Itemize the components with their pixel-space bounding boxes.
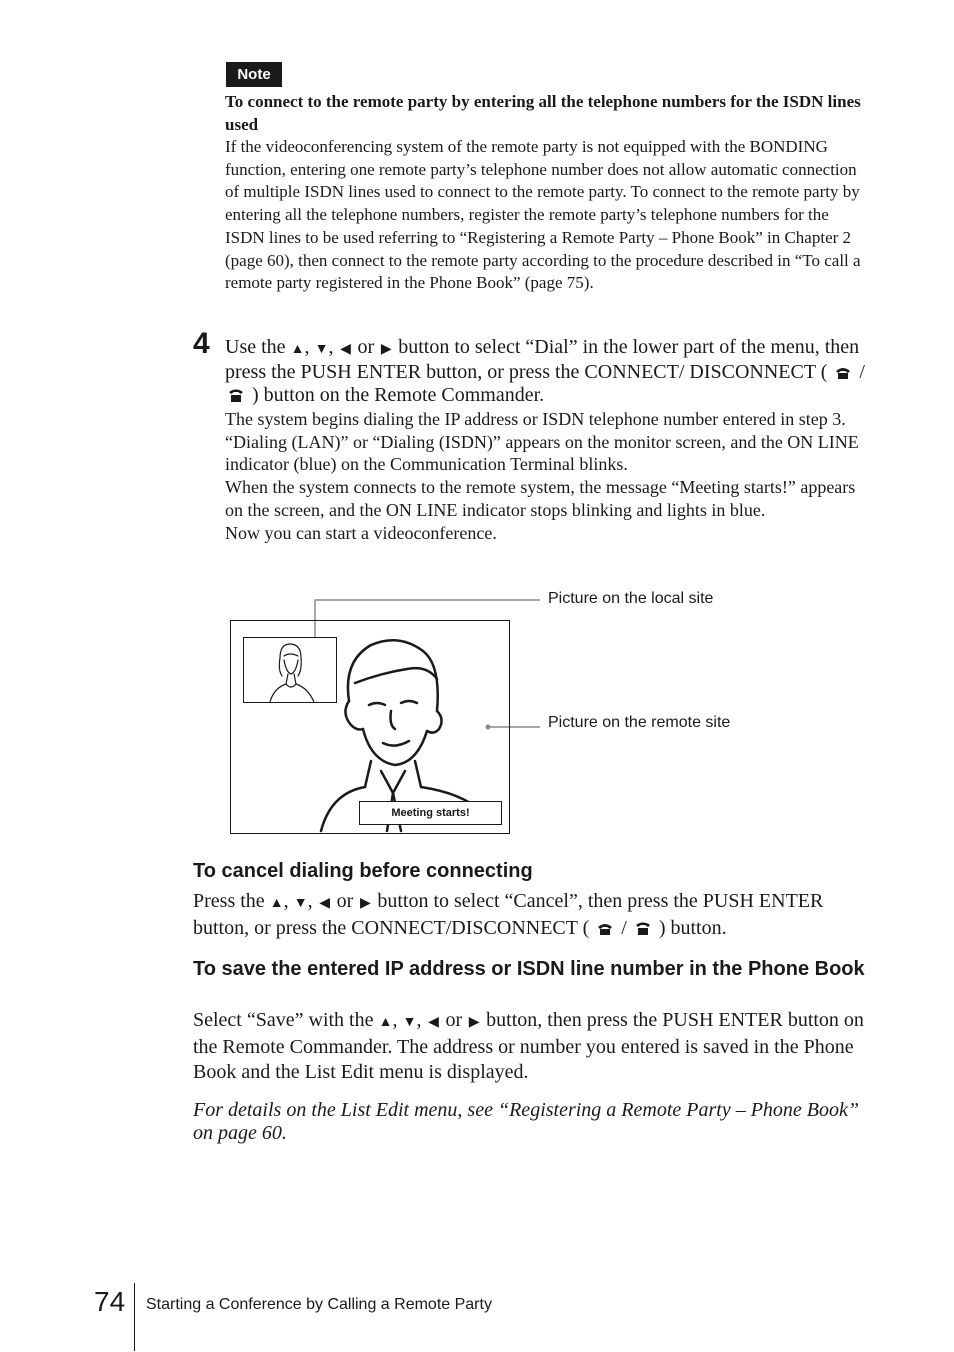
step-text-b: button to select “Dial” in the lower part of the menu, then press the PUSH ENTER button, or press the CONNECT/ DISCONNECT (	[225, 336, 860, 383]
label-remote-site: Picture on the remote site	[548, 714, 731, 731]
arrow-right-icon: ▶	[380, 342, 392, 357]
save-heading: To save the entered IP address or ISDN line number in the Phone Book	[193, 958, 865, 980]
footer-section-title: Starting a Conference by Calling a Remote Party	[146, 1296, 492, 1313]
arrow-left-icon: ◀	[319, 896, 331, 911]
arrow-up-icon: ▲	[378, 1015, 393, 1030]
arrow-left-icon: ◀	[428, 1015, 439, 1030]
arrow-left-icon: ◀	[340, 342, 351, 357]
save-paragraph: Select “Save” with the ▲, ▼, ◀ or ▶ button, then press the PUSH ENTER button on the Remote Commander. The address or number you entered is saved in the Phone Book and the List Edit menu is displayed.	[193, 1009, 864, 1083]
cancel-text-a: Press the	[193, 890, 265, 912]
arrow-down-icon: ▼	[402, 1015, 417, 1030]
phone-connect-icon	[596, 921, 614, 936]
cancel-text-b: button to select “Cancel”, then press the PUSH ENTER button, or press the CONNECT/DISCONNECT (	[193, 890, 824, 939]
meeting-starts-message: Meeting starts!	[359, 801, 502, 825]
local-site-picture	[243, 637, 337, 703]
cancel-text-or: or	[336, 890, 354, 912]
note-heading: To connect to the remote party by entering all the telephone numbers for the ISDN lines used	[225, 92, 861, 134]
step-text-or: or	[357, 336, 375, 358]
save-text-b: button, then press the PUSH ENTER button on the Remote Commander. The address or number you entered is saved in the Phone Book and the List Edit menu is displayed.	[193, 1009, 864, 1083]
arrow-up-icon: ▲	[269, 896, 284, 911]
phone-disconnect-icon	[634, 921, 652, 936]
step-desc-3: Now you can start a videoconference.	[225, 522, 497, 543]
save-text-a: Select “Save” with the	[193, 1009, 374, 1031]
local-person-icon	[244, 638, 336, 702]
page-number: 74	[94, 1286, 126, 1317]
arrow-down-icon: ▼	[314, 342, 329, 357]
step-text-a: Use the	[225, 336, 286, 358]
note-paragraph: If the videoconferencing system of the remote party is not equipped with the BONDING function, entering one remote party’s telephone number does not allow automatic connection of multiple ISDN lines used to connect to the remote party. To connect to the remote party by entering all the telephone numbers, register the remote party’s telephone numbers for the ISDN lines to be used referring to “Registering a Remote Party – Phone Book” in Chapter 2 (page 60), then connect to the remote party according to the procedure described in “To call a remote party registered in the Phone Book” (page 75).	[225, 137, 861, 293]
arrow-up-icon: ▲	[290, 342, 305, 357]
step-number: 4	[193, 327, 210, 360]
step-desc-1: The system begins dialing the IP address or ISDN telephone number entered in step 3. “Dialing (LAN)” or “Dialing (ISDN)” appears on the monitor screen, and the ON LINE indicator (blue) on the Communication Terminal blinks.	[225, 409, 859, 475]
step-text-c: ) button on the Remote Commander.	[252, 384, 545, 406]
step-instruction: Use the ▲, ▼, ◀ or ▶ button to select “Dial” in the lower part of the menu, then press the PUSH ENTER button, or press the CONNECT/ DISCONNECT ( / ) button on the Remote Commander.	[225, 336, 865, 406]
note-badge: Note	[226, 62, 282, 87]
save-text-or: or	[445, 1009, 463, 1031]
step-desc-2: When the system connects to the remote system, the message “Meeting starts!” appears on the screen, and the ON LINE indicator stops blinking and lights in blue.	[225, 477, 856, 520]
label-local-site: Picture on the local site	[548, 590, 714, 607]
list-edit-reference: For details on the List Edit menu, see “Registering a Remote Party – Phone Book” on page 60.	[193, 1099, 860, 1144]
cancel-paragraph: Press the ▲, ▼, ◀ or ▶ button to select “Cancel”, then press the PUSH ENTER button, or press the CONNECT/DISCONNECT ( / ) button.	[193, 890, 824, 939]
arrow-right-icon: ▶	[359, 896, 371, 911]
cancel-text-c: ) button.	[658, 917, 727, 939]
cancel-heading: To cancel dialing before connecting	[193, 860, 533, 882]
footer-divider	[134, 1283, 135, 1351]
monitor-screen	[230, 620, 510, 834]
arrow-down-icon: ▼	[293, 896, 308, 911]
arrow-right-icon: ▶	[468, 1015, 480, 1030]
